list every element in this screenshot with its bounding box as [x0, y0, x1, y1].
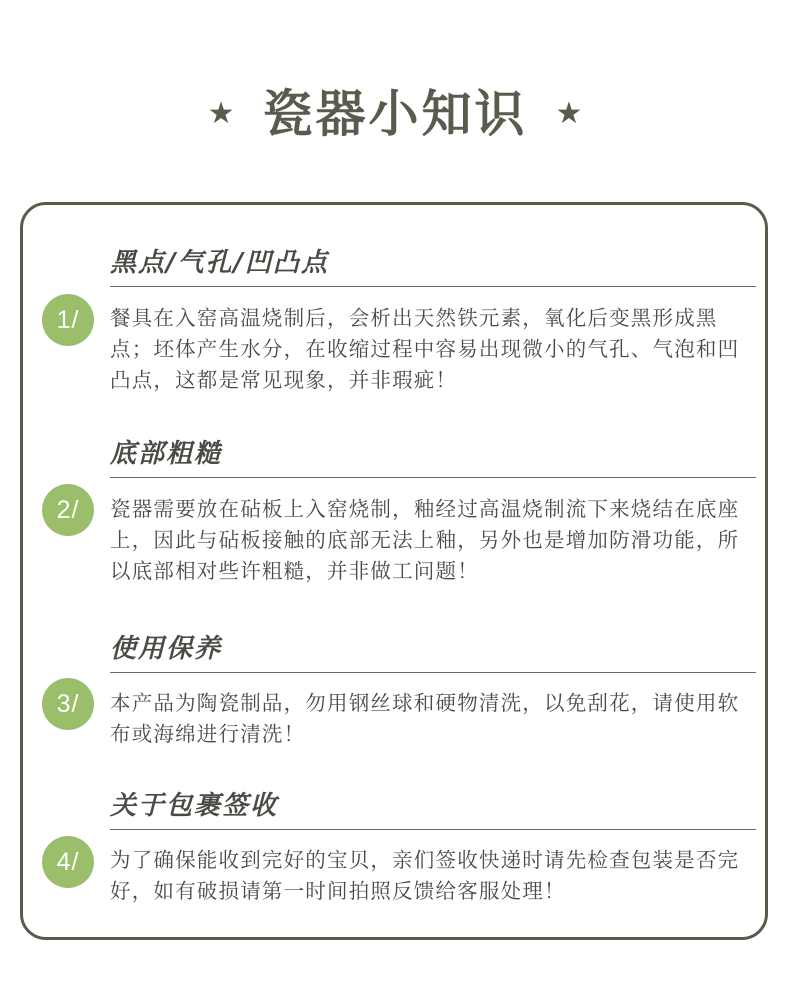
- section-number-badge: 3/: [42, 678, 94, 730]
- section-heading: 关于包裹签收: [110, 791, 279, 821]
- section-divider: [110, 477, 756, 478]
- section-body: 本产品为陶瓷制品，勿用钢丝球和硬物清洗，以免刮花，请使用软布或海绵进行清洗！: [110, 691, 740, 746]
- section-divider: [110, 286, 756, 287]
- section-body: 为了确保能收到完好的宝贝，亲们签收快递时请先检查包装是否完好，如有破损请第一时间拍照反馈给客服处理！: [110, 848, 740, 903]
- section-number-badge: 2/: [42, 484, 94, 536]
- section-divider: [110, 672, 756, 673]
- section-heading: 使用保养: [110, 634, 223, 664]
- page-title: 瓷器小知识: [262, 85, 528, 143]
- section-body: 餐具在入窑高温烧制后，会析出天然铁元素，氧化后变黑形成黑点；坯体产生水分，在收缩过程中容易出现微小的气孔、气泡和凹凸点，这都是常见现象，并非瑕疵！: [110, 306, 740, 392]
- section-divider: [110, 829, 756, 830]
- section-heading: 底部粗糙: [110, 439, 223, 469]
- star-right-icon: ★: [555, 96, 583, 131]
- section-number-badge: 4/: [42, 836, 94, 888]
- section-body: 瓷器需要放在砧板上入窑烧制，釉经过高温烧制流下来烧结在底座上，因此与砧板接触的底部无法上釉，另外也是增加防滑功能，所以底部相对些许粗糙，并非做工问题！: [110, 497, 740, 583]
- section-heading: 黑点/气孔/凹凸点: [110, 248, 329, 278]
- star-left-icon: ★: [207, 96, 235, 131]
- page-header: [0, 82, 790, 146]
- section-number-badge: 1/: [42, 294, 94, 346]
